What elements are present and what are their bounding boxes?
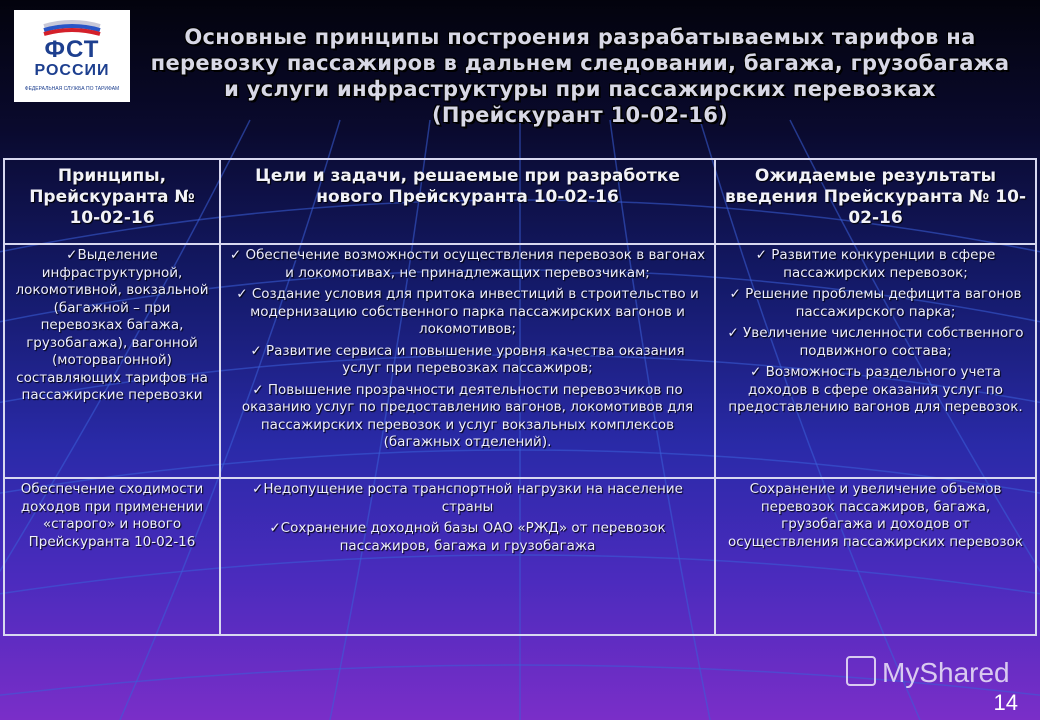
row1-goals xyxy=(221,245,714,477)
principles-table xyxy=(3,158,1037,636)
goal-item: ✓ Обеспечение возможности осуществления перевозок в вагонах и локомотивах, не принадлежащих перевозчикам; xyxy=(229,247,706,281)
result-item: ✓ Увеличение численности собственного подвижного состава; xyxy=(727,325,1024,359)
logo-text-caption: ФЕДЕРАЛЬНАЯ СЛУЖБА ПО ТАРИФАМ xyxy=(24,86,120,92)
header-principles: Принципы, Прейскуранта № 10-02-16 xyxy=(29,166,195,228)
logo-text-main: ФСТ xyxy=(44,36,100,63)
principle-text: Обеспечение сходимости доходов при применении «старого» и нового Прейскуранта 10-02-16 xyxy=(20,481,204,550)
goal-item: ✓Недопущение роста транспортной нагрузки на население страны xyxy=(252,481,683,515)
presentation-icon xyxy=(846,656,876,686)
row2-results xyxy=(716,479,1035,634)
result-item: ✓ Развитие конкуренции в сфере пассажирских перевозок; xyxy=(755,247,996,281)
row2-principle xyxy=(5,479,219,634)
watermark xyxy=(846,656,1010,689)
goal-item: ✓Сохранение доходной базы ОАО «РЖД» от перевозок пассажиров, багажа и грузобагажа xyxy=(269,520,666,554)
goal-item: ✓ Повышение прозрачности деятельности перевозчиков по оказанию услуг по предоставлению вагонов, локомотивов для пассажирских перевозок и услуг вокзальных комплексов (багажных отделений). xyxy=(241,381,694,450)
result-text: Сохранение и увеличение объемов перевозок пассажиров, багажа, грузобагажа и доходов от осуществления пассажирских перевозок xyxy=(727,481,1024,550)
result-item: ✓ Возможность раздельного учета доходов в сфере оказания услуг по предоставлению вагонов для перевозок. xyxy=(728,364,1023,415)
row1-results xyxy=(716,245,1035,477)
goal-item: ✓ Развитие сервиса и повышение уровня качества оказания услуг при перевозках пассажиров; xyxy=(250,342,685,376)
row1-principle xyxy=(5,245,219,477)
result-item: ✓ Решение проблемы дефицита вагонов пассажирского парка; xyxy=(729,286,1022,320)
fst-logo xyxy=(14,10,130,102)
logo-text-country: РОССИИ xyxy=(34,62,110,79)
header-goals: Цели и задачи, решаемые при разработке нового Прейскуранта 10-02-16 xyxy=(255,166,680,207)
flag-emblem-icon xyxy=(42,20,102,36)
principle-text: ✓Выделение инфраструктурной, локомотивной, вокзальной (багажной – при перевозках багажа, грузобагажа), вагонной (моторвагонной) составляющих тарифов на пассажирские перевозки xyxy=(15,247,209,403)
row2-goals xyxy=(221,479,714,634)
goal-item: ✓ Создание условия для притока инвестиций в строительство и модернизацию собственного парка пассажирских вагонов и локомотивов; xyxy=(236,286,699,337)
page-number: 14 xyxy=(993,690,1018,715)
header-results: Ожидаемые результаты введения Прейскуранта № 10-02-16 xyxy=(724,166,1027,228)
slide-title: Основные принципы построения разрабатываемых тарифов на перевозку пассажиров в дальнем следовании, багажа, грузобагажа и услуги инфраструктуры при пассажирских перевозках (Прейскурант 10-02-16) xyxy=(150,25,1010,127)
watermark-text: MyShared xyxy=(882,657,1010,688)
